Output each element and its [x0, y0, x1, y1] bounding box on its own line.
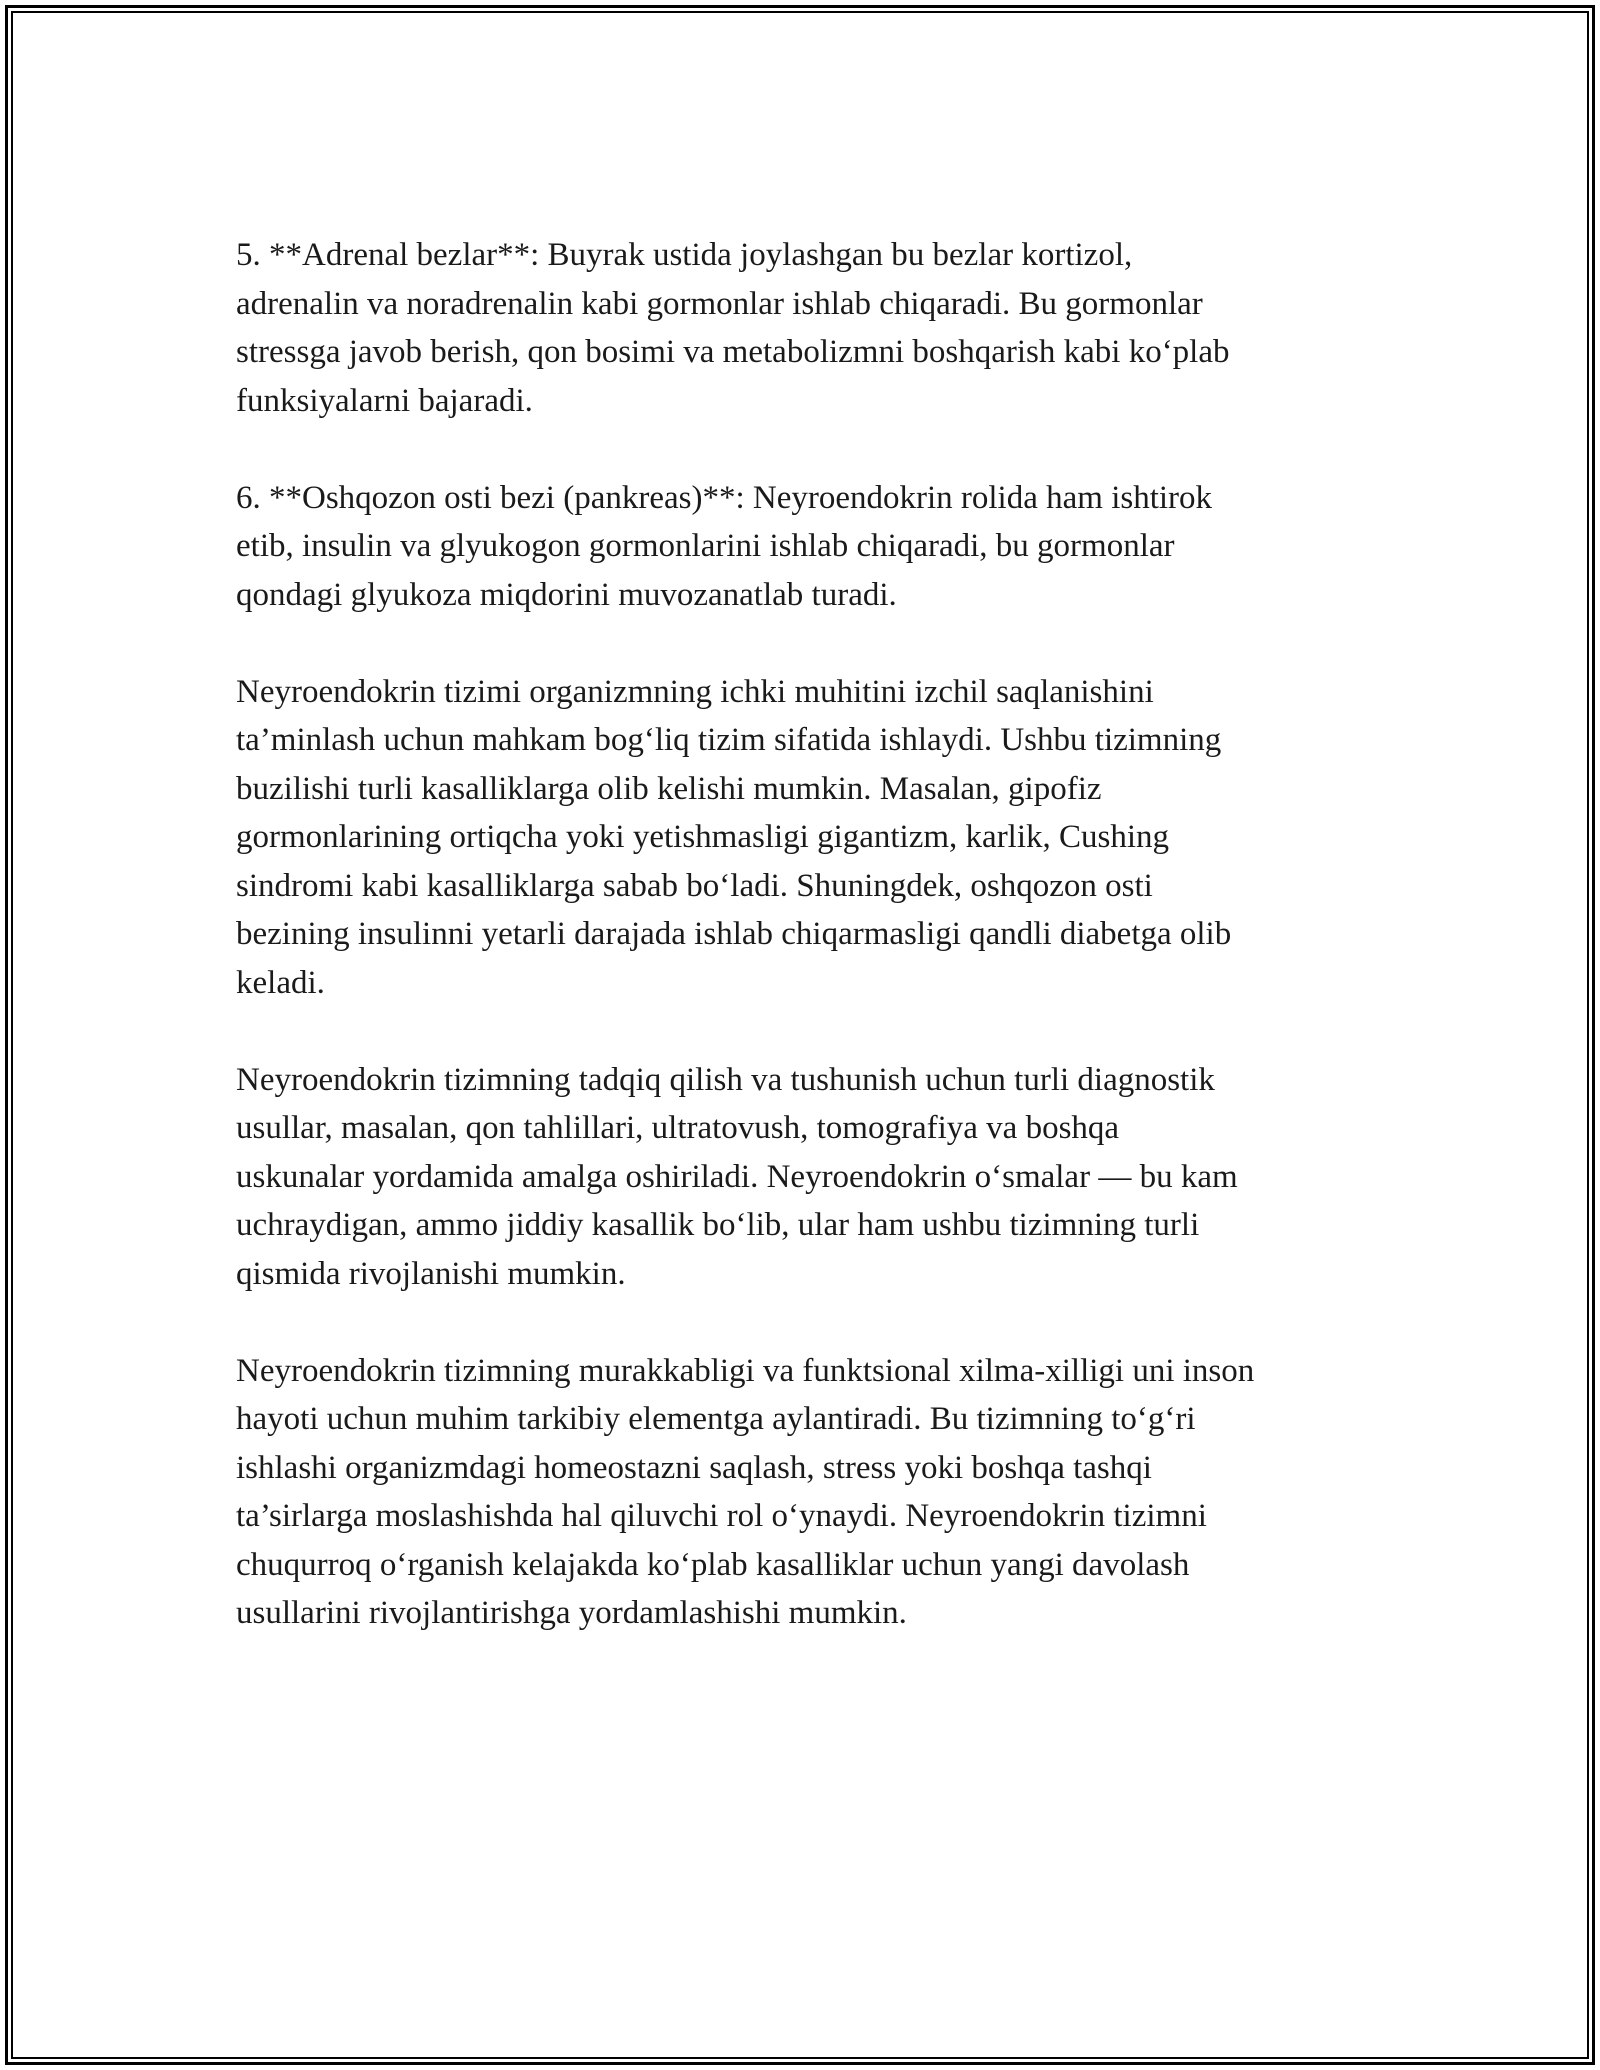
text-line: qismida rivojlanishi mumkin. — [236, 1255, 626, 1292]
text-line: 6. **Oshqozon osti bezi (pankreas)**: Neyroendokrin rolida ham ishtirok — [236, 479, 1213, 516]
text-line: adrenalin va noradrenalin kabi gormonlar ishlab chiqaradi. Bu gormonlar — [236, 285, 1203, 322]
text-line: ta’sirlarga moslashishda hal qiluvchi rol o‘ynaydi. Neyroendokrin tizimni — [236, 1498, 1207, 1534]
text-line: qondagi glyukoza miqdorini muvozanatlab turadi. — [236, 576, 897, 613]
text-line: keladi. — [236, 964, 325, 1001]
paragraph-diagnostics — [236, 1056, 1376, 1299]
text-line: gormonlarining ortiqcha yoki yetishmasligi gigantizm, karlik, Cushing — [236, 819, 1170, 855]
paragraph-pancreas — [236, 474, 1376, 620]
text-line: ishlashi organizmdagi homeostazni saqlash, stress yoki boshqa tashqi — [236, 1449, 1152, 1486]
text-line: usullarini rivojlantirishga yordamlashishi mumkin. — [236, 1595, 907, 1631]
text-line: usullar, masalan, qon tahlillari, ultratovush, tomografiya va boshqa — [236, 1110, 1120, 1146]
text-line: 5. **Adrenal bezlar**: Buyrak ustida joylashgan bu bezlar kortizol, — [236, 237, 1133, 273]
paragraph-conclusion — [236, 1347, 1376, 1638]
paragraph-system-disorders — [236, 668, 1376, 1008]
text-line: chuqurroq o‘rganish kelajakda ko‘plab kasalliklar uchun yangi davolash — [236, 1546, 1190, 1583]
text-line: Neyroendokrin tizimning murakkabligi va funktsional xilma-xilligi uni inson — [236, 1352, 1255, 1389]
document-body — [236, 231, 1376, 1686]
paragraph-adrenal-glands — [236, 231, 1376, 425]
text-line: stressga javob berish, qon bosimi va metabolizmni boshqarish kabi ko‘plab — [236, 334, 1230, 370]
text-line: Neyroendokrin tizimning tadqiq qilish va tushunish uchun turli diagnostik — [236, 1061, 1215, 1098]
text-line: sindromi kabi kasalliklarga sabab bo‘ladi. Shuningdek, oshqozon osti — [236, 867, 1153, 904]
text-line: etib, insulin va glyukogon gormonlarini ishlab chiqaradi, bu gormonlar — [236, 528, 1175, 564]
text-line: funksiyalarni bajaradi. — [236, 382, 533, 419]
text-line: Neyroendokrin tizimi organizmning ichki muhitini izchil saqlanishini — [236, 673, 1154, 710]
text-line: bezining insulinni yetarli darajada ishlab chiqarmasligi qandli diabetga olib — [236, 916, 1232, 952]
text-line: uskunalar yordamida amalga oshiriladi. Neyroendokrin o‘smalar — bu kam — [236, 1158, 1238, 1195]
text-line: uchraydigan, ammo jiddiy kasallik bo‘lib, ular ham ushbu tizimning turli — [236, 1207, 1200, 1243]
text-line: ta’minlash uchun mahkam bog‘liq tizim sifatida ishlaydi. Ushbu tizimning — [236, 722, 1222, 758]
text-line: buzilishi turli kasalliklarga olib kelishi mumkin. Masalan, gipofiz — [236, 770, 1102, 807]
text-line: hayoti uchun muhim tarkibiy elementga aylantiradi. Bu tizimning to‘g‘ri — [236, 1401, 1196, 1437]
